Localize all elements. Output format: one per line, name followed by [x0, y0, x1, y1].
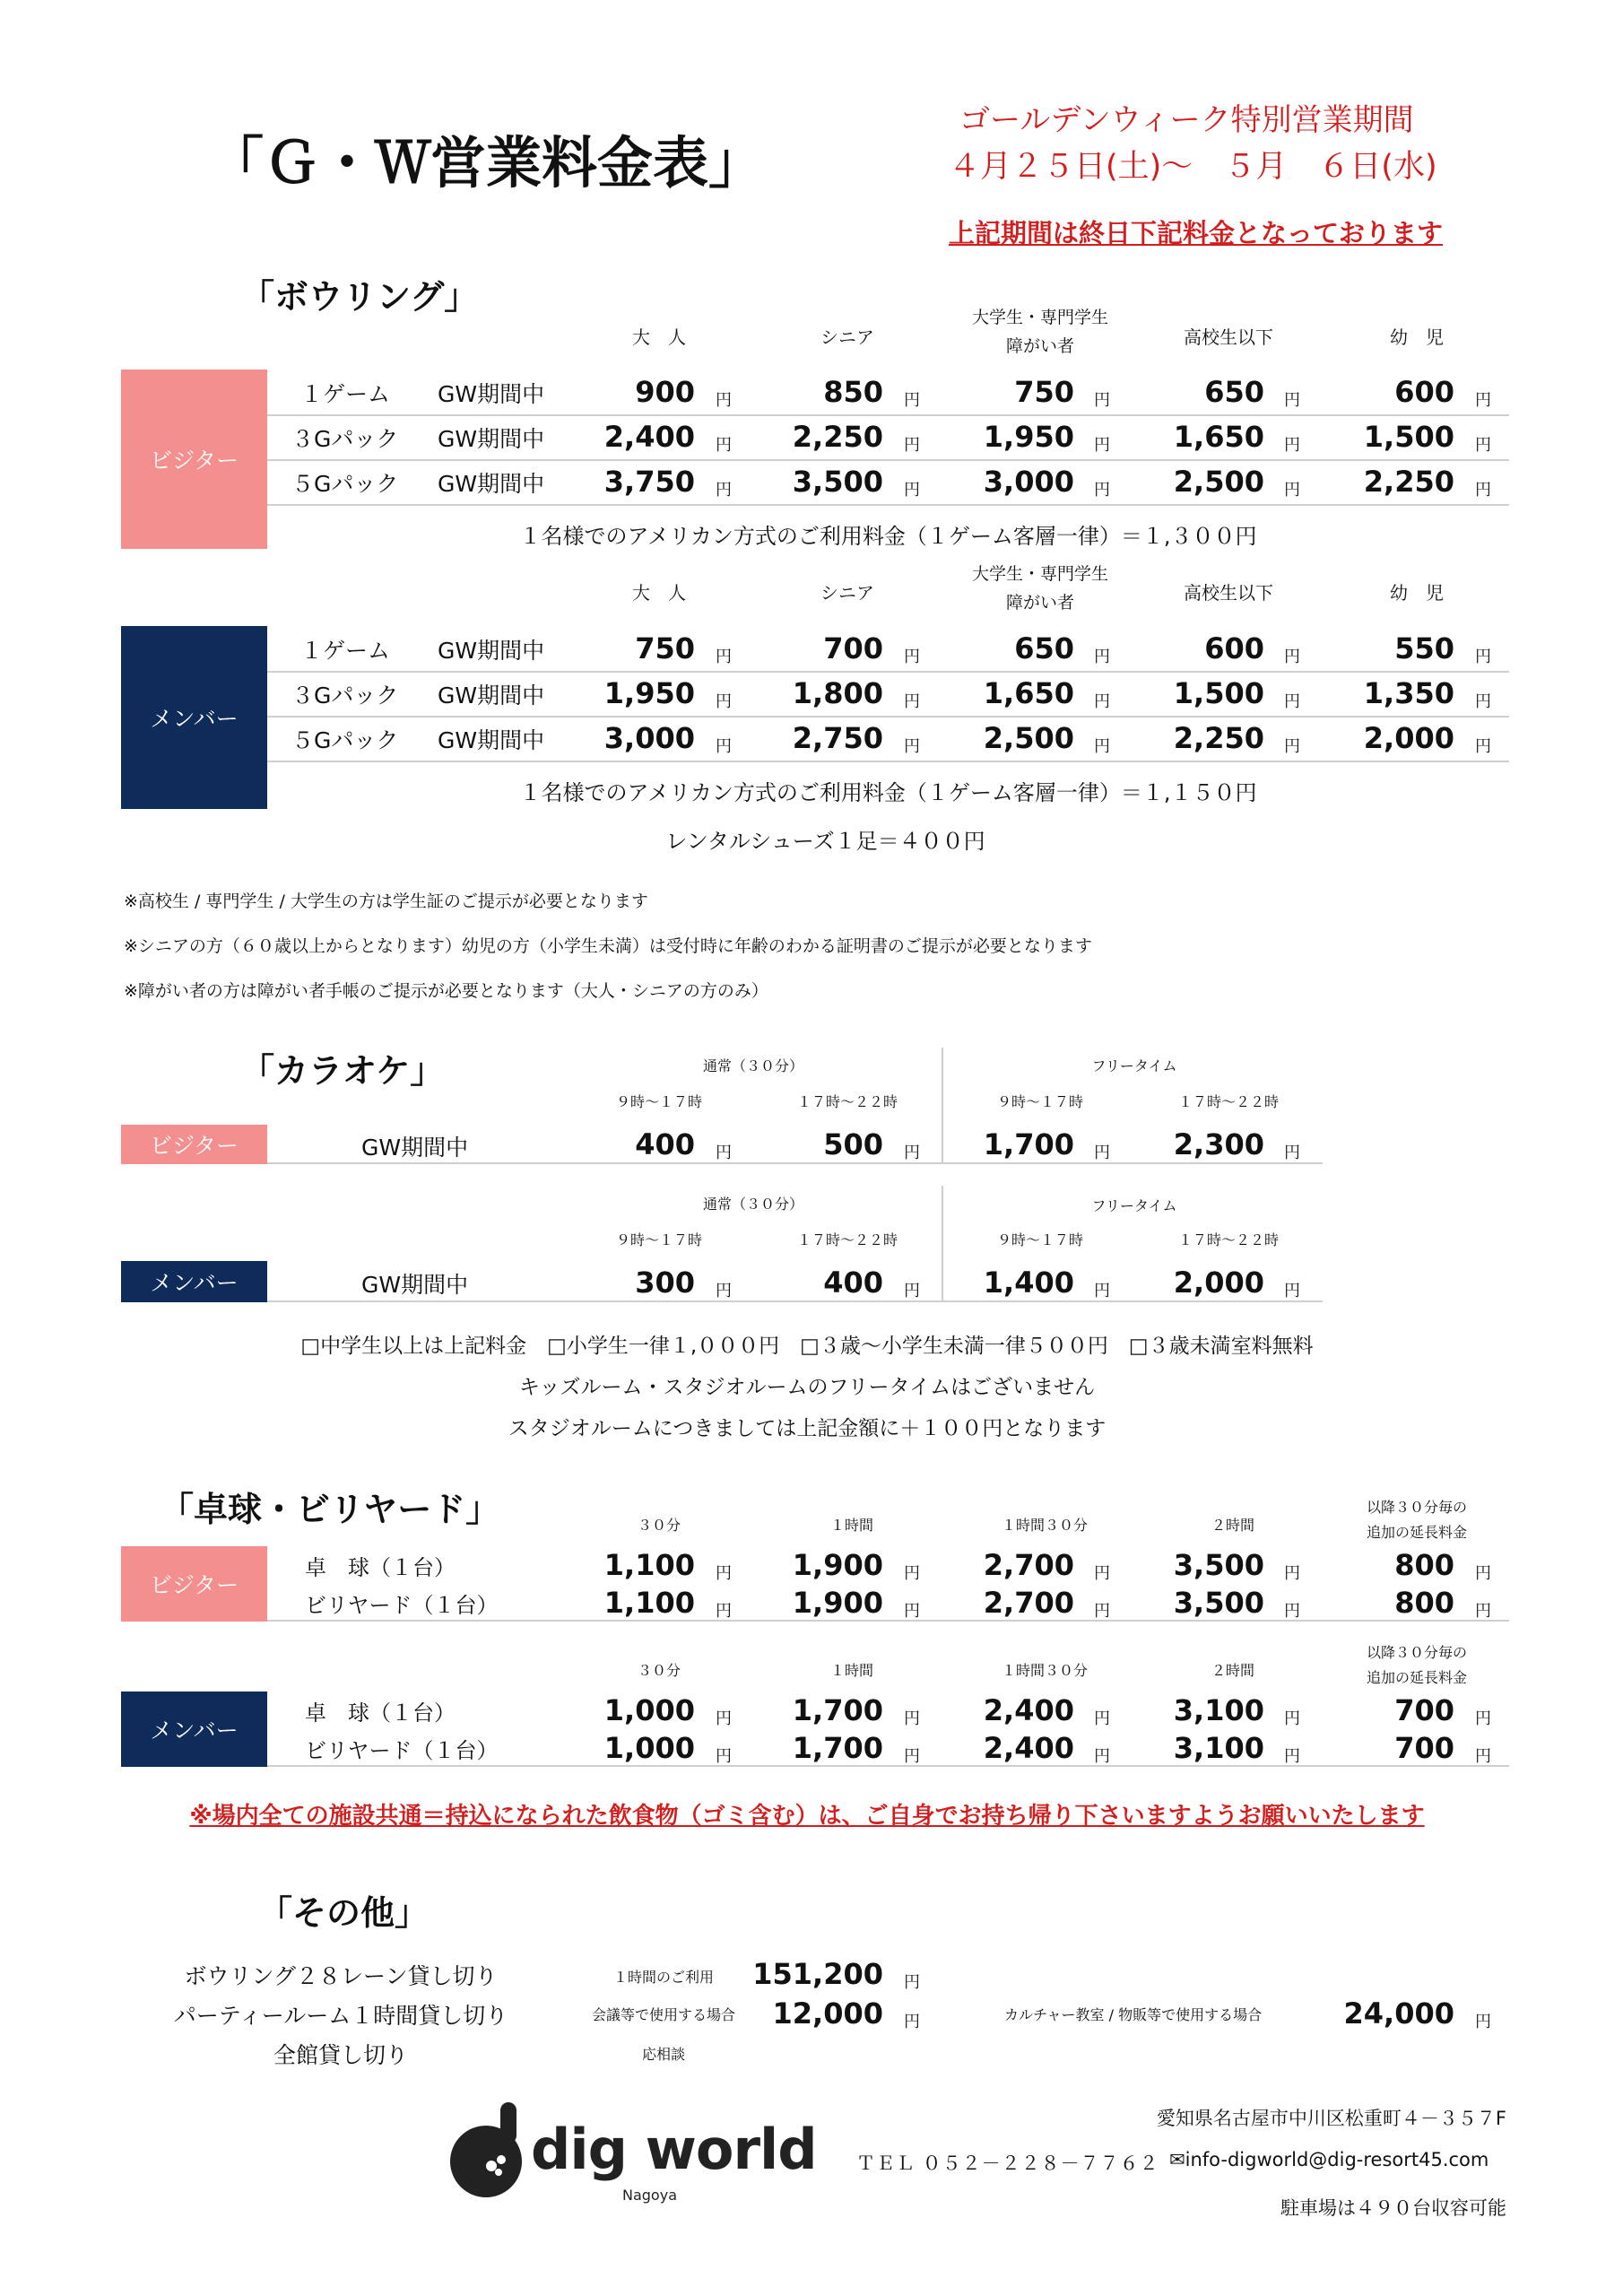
note-student: ※高校生 / 専門学生 / 大学生の方は学生証のご提示が必要となります [124, 891, 648, 911]
karaoke-notes-3: スタジオルームにつきましては上記金額に＋１００円となります [508, 1417, 1107, 1440]
yen: 円 [904, 1602, 920, 1621]
note-disabled: ※障がい者の方は障がい者手帳のご提示が必要となります（大人・シニアの方のみ） [124, 981, 768, 1001]
row-name: ３Gパック [291, 426, 399, 452]
price: 3,500 [1173, 1586, 1264, 1620]
price: 650 [1014, 631, 1074, 665]
yen: 円 [904, 1144, 920, 1162]
col-header-adult: 大 人 [632, 582, 686, 604]
price: 1,900 [792, 1586, 883, 1620]
mail-icon: ✉ [1169, 2149, 1185, 2170]
bowling-title: 「ボウリング」 [240, 277, 479, 317]
col-header-disabled: 障がい者 [1005, 593, 1074, 613]
price: 400 [635, 1127, 695, 1161]
row-divider [267, 414, 1509, 416]
yen: 円 [1094, 1564, 1110, 1583]
yen: 円 [1284, 436, 1300, 455]
price: 1,700 [983, 1127, 1074, 1161]
col-header: ２時間 [1211, 1662, 1254, 1679]
price: 1,500 [1173, 676, 1264, 710]
row-divider [267, 459, 1509, 461]
row-name: ３Gパック [291, 683, 399, 709]
price: 1,950 [983, 420, 1074, 454]
member-label: メンバー [121, 626, 267, 809]
yen: 円 [716, 648, 732, 666]
email[interactable]: info-digworld@dig-resort45.com [1185, 2149, 1489, 2170]
price: 1,100 [603, 1586, 695, 1620]
price: 1,400 [983, 1265, 1074, 1300]
period-title: ゴールデンウィーク特別営業期間 [959, 102, 1414, 138]
logo-mark-icon [445, 2099, 543, 2206]
yen: 円 [716, 1282, 732, 1300]
price: 1,100 [603, 1548, 695, 1582]
karaoke-notes-1: □中学生以上は上記料金 □小学生一律１,０００円 □３歳～小学生未満一律５００円 □３歳未満室料無料 [300, 1335, 1314, 1358]
col-header-extension: 以降３０分毎の [1366, 1644, 1467, 1661]
yen: 円 [1284, 481, 1300, 500]
yen: 円 [1475, 436, 1491, 455]
time-header: １７時～２２時 [796, 1093, 898, 1110]
row-period: GW期間中 [438, 426, 545, 452]
col-header: １時間 [829, 1517, 873, 1534]
karaoke-title: 「カラオケ」 [240, 1051, 445, 1091]
yen: 円 [1094, 1747, 1110, 1766]
price: 700 [823, 631, 883, 665]
table-visitor-label: ビジター [121, 1546, 267, 1622]
yen: 円 [1475, 1564, 1491, 1583]
yen: 円 [1284, 648, 1300, 666]
row-period: GW期間中 [438, 381, 545, 407]
yen: 円 [904, 1747, 920, 1766]
row-divider [267, 504, 1509, 506]
yen: 円 [1475, 648, 1491, 666]
price: 750 [635, 631, 695, 665]
price: 1,000 [603, 1693, 695, 1727]
price: 3,500 [792, 465, 883, 499]
yen: 円 [716, 692, 732, 711]
price: 1,950 [603, 676, 695, 710]
karaoke-member-label: メンバー [121, 1261, 267, 1302]
row-period: GW期間中 [438, 727, 545, 753]
other-item: 全館貸し切り [273, 2042, 408, 2068]
karaoke-notes-2: キッズルーム・スタジオルームのフリータイムはございません [518, 1376, 1096, 1399]
row-name: １ゲーム [300, 381, 391, 407]
time-header: ９時～１７時 [996, 1093, 1083, 1110]
col-header-highschool: 高校生以下 [1184, 326, 1273, 348]
yen: 円 [1284, 1709, 1300, 1728]
price: 3,100 [1173, 1693, 1264, 1727]
yen: 円 [1284, 1564, 1300, 1583]
price: 2,250 [792, 420, 883, 454]
price: 650 [1204, 375, 1264, 409]
yen: 円 [1284, 692, 1300, 711]
price: 1,650 [1173, 420, 1264, 454]
warning-text: ※場内全ての施設共通＝持込になられた飲食物（ゴミ含む）は、ご自身でお持ち帰り下さいますようお願いいたします [189, 1803, 1425, 1830]
row-divider [267, 1162, 1323, 1164]
price: 1,500 [1363, 420, 1454, 454]
karaoke-normal-header: 通常（３０分） [702, 1196, 803, 1213]
yen: 円 [716, 1564, 732, 1583]
dig-world-logo [445, 2099, 821, 2206]
price: 600 [1394, 375, 1454, 409]
col-header-senior: シニア [820, 326, 874, 348]
col-header-extension: 以降３０分毎の [1366, 1499, 1467, 1516]
price: 2,250 [1173, 721, 1264, 755]
rental-shoes: レンタルシューズ１足＝４００円 [665, 829, 985, 854]
yen: 円 [1094, 391, 1110, 410]
price: 300 [635, 1265, 695, 1300]
karaoke-free-header: フリータイム [1091, 1057, 1177, 1074]
yen: 円 [1094, 648, 1110, 666]
other-item: パーティールーム１時間貸し切り [173, 2003, 508, 2029]
col-header-disabled: 障がい者 [1005, 336, 1074, 356]
price: 2,500 [983, 721, 1074, 755]
price: 3,000 [603, 721, 695, 755]
price: 1,350 [1363, 676, 1454, 710]
price: 500 [823, 1127, 883, 1161]
yen: 円 [904, 1709, 920, 1728]
row-name: ビリヤード（１台） [305, 1738, 499, 1763]
yen: 円 [1475, 1747, 1491, 1766]
row-name: １ゲーム [300, 638, 391, 664]
yen: 円 [1094, 481, 1110, 500]
row-divider [267, 1765, 1509, 1767]
yen: 円 [716, 1709, 732, 1728]
yen: 円 [1475, 481, 1491, 500]
col-header-infant: 幼 児 [1390, 326, 1444, 348]
yen: 円 [1475, 1602, 1491, 1621]
address: 愛知県名古屋市中川区松重町４－３５７F [1156, 2108, 1506, 2129]
other-price: 151,200 [752, 1957, 883, 1991]
yen: 円 [1475, 737, 1491, 756]
yen: 円 [904, 436, 920, 455]
col-header-highschool: 高校生以下 [1184, 582, 1273, 604]
price: 550 [1394, 631, 1454, 665]
price: 800 [1394, 1586, 1454, 1620]
yen: 円 [904, 1564, 920, 1583]
row-name: ビリヤード（１台） [305, 1593, 499, 1618]
other-desc: カルチャー教室 / 物販等で使用する場合 [1004, 2006, 1263, 2023]
karaoke-period: GW期間中 [361, 1135, 469, 1161]
row-name: ５Gパック [291, 471, 399, 497]
email-block [1169, 2149, 1488, 2170]
col-header-student: 大学生・専門学生 [971, 308, 1108, 327]
price: 1,700 [792, 1693, 883, 1727]
yen: 円 [716, 1144, 732, 1162]
row-period: GW期間中 [438, 471, 545, 497]
price: 2,000 [1173, 1265, 1264, 1300]
yen: 円 [1284, 1747, 1300, 1766]
other-price: 24,000 [1343, 1996, 1454, 2031]
price: 700 [1394, 1731, 1454, 1765]
time-header: ９時～１７時 [996, 1231, 1083, 1248]
yen: 円 [1284, 391, 1300, 410]
price: 3,000 [983, 465, 1074, 499]
col-header: ２時間 [1211, 1517, 1254, 1534]
table-title: 「卓球・ビリヤード」 [160, 1490, 500, 1529]
yen: 円 [904, 391, 920, 410]
price: 2,400 [603, 420, 695, 454]
yen: 円 [904, 481, 920, 500]
parking-info: 駐車場は４９０台収容可能 [1280, 2197, 1506, 2219]
telephone: ＴＥＬ ０５２－２２８－７７６２ [856, 2152, 1159, 2174]
col-header-extension: 追加の延長料金 [1366, 1524, 1467, 1541]
period-note: 上記期間は終日下記料金となっております [949, 218, 1444, 248]
yen: 円 [1094, 1144, 1110, 1162]
other-desc: １時間のご利用 [612, 1969, 714, 1986]
price: 1,650 [983, 676, 1074, 710]
price: 2,300 [1173, 1127, 1264, 1161]
karaoke-visitor-label: ビジター [121, 1125, 267, 1164]
price: 3,750 [603, 465, 695, 499]
page-title: 「Ｇ・Ｗ営業料金表」 [208, 130, 765, 196]
yen: 円 [1475, 692, 1491, 711]
price: 2,250 [1363, 465, 1454, 499]
row-divider [267, 671, 1509, 673]
price: 2,700 [983, 1548, 1074, 1582]
other-desc: 会議等で使用する場合 [591, 2006, 735, 2023]
time-header: １７時～２２時 [1177, 1093, 1279, 1110]
time-header: １７時～２２時 [1177, 1231, 1279, 1248]
row-divider [267, 1300, 1323, 1302]
price: 800 [1394, 1548, 1454, 1582]
col-header-student: 大学生・専門学生 [971, 564, 1108, 584]
yen: 円 [1094, 737, 1110, 756]
price: 3,100 [1173, 1731, 1264, 1765]
yen: 円 [904, 2013, 920, 2031]
yen: 円 [1284, 737, 1300, 756]
col-header-infant: 幼 児 [1390, 582, 1444, 604]
table-member-label: メンバー [121, 1692, 267, 1767]
yen: 円 [1284, 1602, 1300, 1621]
col-header: ３０分 [637, 1517, 681, 1534]
price: 2,400 [983, 1693, 1074, 1727]
logo-text: dig world [531, 2117, 817, 2182]
col-header-extension: 追加の延長料金 [1366, 1669, 1467, 1686]
price: 1,800 [792, 676, 883, 710]
col-header: １時間 [829, 1662, 873, 1679]
price: 900 [635, 375, 695, 409]
price: 2,500 [1173, 465, 1264, 499]
karaoke-free-header: フリータイム [1091, 1197, 1177, 1214]
price: 2,400 [983, 1731, 1074, 1765]
yen: 円 [904, 648, 920, 666]
yen: 円 [1284, 1282, 1300, 1300]
yen: 円 [1094, 692, 1110, 711]
row-name: ５Gパック [291, 727, 399, 753]
yen: 円 [904, 737, 920, 756]
karaoke-period: GW期間中 [361, 1272, 469, 1298]
yen: 円 [716, 481, 732, 500]
karaoke-normal-header: 通常（３０分） [702, 1057, 803, 1074]
price: 1,900 [792, 1548, 883, 1582]
row-name: 卓 球（１台） [305, 1555, 456, 1580]
price: 700 [1394, 1693, 1454, 1727]
price: 1,700 [792, 1731, 883, 1765]
row-divider [267, 716, 1509, 718]
yen: 円 [1475, 2013, 1491, 2031]
col-header: １時間３０分 [1001, 1662, 1088, 1679]
yen: 円 [716, 436, 732, 455]
note-senior: ※シニアの方（６０歳以上からとなります）幼児の方（小学生未満）は受付時に年齢のわかる証明書のご提示が必要となります [124, 936, 1092, 956]
yen: 円 [904, 1282, 920, 1300]
yen: 円 [1475, 391, 1491, 410]
yen: 円 [1094, 436, 1110, 455]
yen: 円 [716, 1602, 732, 1621]
price: 3,500 [1173, 1548, 1264, 1582]
logo-subtext: Nagoya [622, 2187, 677, 2204]
yen: 円 [904, 1973, 920, 1992]
time-header: ９時～１７時 [615, 1093, 702, 1110]
other-price: 12,000 [772, 1996, 883, 2031]
other-item: ボウリング２８レーン貸し切り [184, 1963, 498, 1989]
col-header: ３０分 [637, 1662, 681, 1679]
other-desc: 応相談 [641, 2046, 685, 2063]
row-divider [267, 1620, 1509, 1622]
yen: 円 [1094, 1602, 1110, 1621]
row-name: 卓 球（１台） [305, 1700, 456, 1726]
row-period: GW期間中 [438, 638, 545, 664]
yen: 円 [716, 391, 732, 410]
col-header-adult: 大 人 [632, 326, 686, 348]
price: 2,700 [983, 1586, 1074, 1620]
price: 2,750 [792, 721, 883, 755]
col-header: １時間３０分 [1001, 1517, 1088, 1534]
row-period: GW期間中 [438, 683, 545, 709]
american-note: １名様でのアメリカン方式のご利用料金（１ゲーム客層一律）＝１,３００円 [519, 524, 1257, 549]
price: 400 [823, 1265, 883, 1300]
yen: 円 [1475, 1709, 1491, 1728]
time-header: ９時～１７時 [615, 1231, 702, 1248]
yen: 円 [716, 737, 732, 756]
yen: 円 [1284, 1144, 1300, 1162]
american-note: １名様でのアメリカン方式のご利用料金（１ゲーム客層一律）＝１,１５０円 [519, 780, 1257, 805]
time-header: １７時～２２時 [796, 1231, 898, 1248]
price: 2,000 [1363, 721, 1454, 755]
price: 600 [1204, 631, 1264, 665]
yen: 円 [1094, 1282, 1110, 1300]
period-dates: ４月２５日(土)～ ５月 ６日(水) [949, 149, 1437, 185]
visitor-label: ビジター [121, 370, 267, 549]
row-divider [267, 761, 1509, 762]
price: 850 [823, 375, 883, 409]
price: 750 [1014, 375, 1074, 409]
col-header-senior: シニア [820, 582, 874, 604]
other-title: 「その他」 [258, 1893, 430, 1933]
yen: 円 [904, 692, 920, 711]
yen: 円 [1094, 1709, 1110, 1728]
price: 1,000 [603, 1731, 695, 1765]
yen: 円 [716, 1747, 732, 1766]
